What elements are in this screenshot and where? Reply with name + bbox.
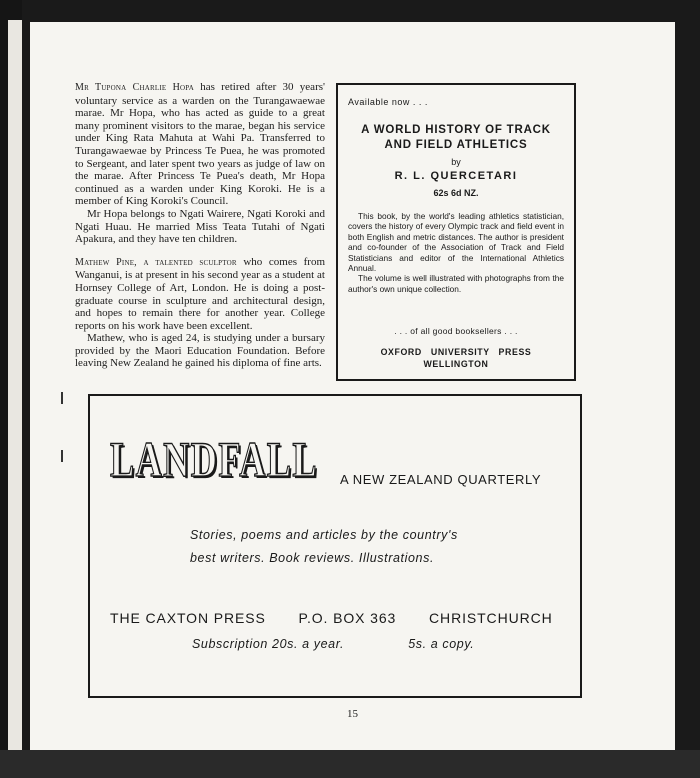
paragraph-hopa-family: Mr Hopa belongs to Ngati Wairere, Ngati Koroki and Ngati Huau. He married Miss Teata Tutahi of Ngati Apakura, and they have ten children. [75,207,325,246]
news-column [75,81,325,370]
book-author: R. L. QUERCETARI [394,170,518,182]
book-title: A WORLD HISTORY OF TRACK AND FIELD ATHLETICS [361,124,551,151]
svg-text:LANDFALL: LANDFALL [110,432,318,487]
lead-in: Mr Tupona Charlie Hopa [75,82,194,93]
page-number: 15 [347,708,358,720]
scan-edge-bottom [0,750,700,778]
scan-edge-left [0,0,22,778]
landfall-advertisement [88,394,582,698]
publisher-city: WELLINGTON [423,359,489,369]
press-city: CHRISTCHURCH [429,610,553,626]
subscription-price: Subscription 20s. a year. [192,637,345,651]
publisher-name: OXFORD UNIVERSITY PRESS [380,347,532,357]
po-box: P.O. BOX 363 [298,610,397,626]
lead-in: Mathew Pine, a talented sculptor [75,256,237,268]
landfall-promo: Stories, poems and articles by the country's best writers. Book reviews. Illustrations. [190,528,458,565]
paragraph-hopa: Mr Tupona Charlie Hopa has retired after 30 years' voluntary service as a warden on the Turangawaewae marae. Mr Hopa, who has acted as guide to a great many prominent visitors to the marae, began his service under King Rata Mahuta at Wahi Pa. Transferred to Turangawaewae by Princess Te Puea, he was promoted to Sergeant, and later spent two years as judge of law on the marae. After Princess Te Puea's death, Mr Hopa continued as a warden under King Koroki. He is a member of King Koroki's Council. [75,81,325,208]
copy-price: 5s. a copy. [408,637,475,651]
landfall-tagline: A NEW ZEALAND QUARTERLY [340,472,542,487]
subscription-info [192,637,474,651]
availability-note: Available now . . . [348,97,428,107]
paragraph-pine: Mathew Pine, a talented sculptor who comes from Wanganui, is at present in his second year as a student at Hornsey College of Art, London. He is doing a post-graduate course in sculpture and architectural design, and hopes to remain there for another year. College reports on his work have been excellent. [75,255,325,332]
press-name: THE CAXTON PRESS [110,610,266,626]
by-label: by [451,157,461,167]
book-advertisement [336,83,576,381]
paragraph-pine-bursary: Mathew, who is aged 24, is studying under a bursary provided by the Maori Education Foundation. Before leaving New Zealand he gained his diploma of fine arts. [75,332,325,370]
svg-text:LANDFALL: LANDFALL [112,433,320,488]
margin-mark [61,392,63,404]
landfall-logo [108,432,328,488]
book-price: 62s 6d NZ. [433,188,479,198]
margin-mark [61,450,63,462]
booksellers-note: . . . of all good booksellers . . . [394,326,518,336]
book-description: This book, by the world's leading athletics statistician, covers the history of every Olympic track and field event in both English and metric distances. The author is president and co-founder of the Association of Track and Field Statisticians and editor of the International Athletics Annual. The volume is well illustrated with photographs from the author's own unique collection. [348,211,564,294]
press-address [110,610,553,626]
